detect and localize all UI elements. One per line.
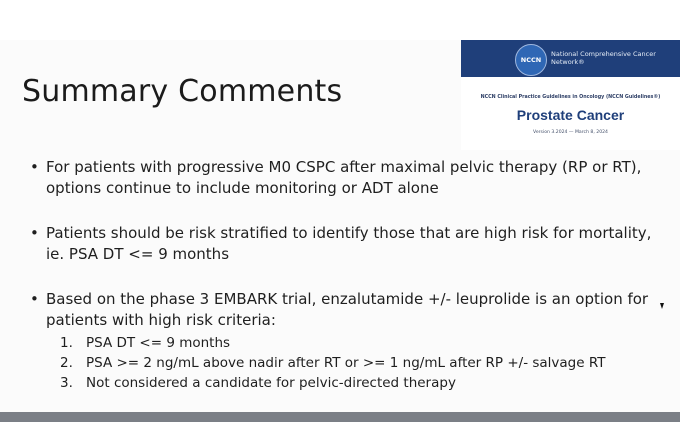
bullet-text: Based on the phase 3 EMBARK trial, enzalutamide +/- leuprolide is an option for patients with high risk criteria:	[46, 290, 649, 329]
bottom-band	[0, 412, 680, 422]
nccn-org-name: National Comprehensive Cancer Network®	[551, 50, 656, 66]
bullet-text: Patients should be risk stratified to identify those that are high risk for mortality, ie. PSA DT <= 9 months	[46, 224, 652, 263]
criteria-list	[60, 333, 664, 393]
criteria-text: PSA DT <= 9 months	[86, 335, 231, 351]
criteria-item	[60, 333, 664, 353]
bullet-dot-icon: •	[30, 290, 39, 308]
bullet-item	[28, 223, 664, 265]
bullet-item	[28, 157, 664, 199]
bullet-text: For patients with progressive M0 CSPC after maximal pelvic therapy (RP or RT), options continue to include monitoring or ADT alone	[46, 158, 642, 197]
nccn-header-panel	[461, 40, 680, 150]
mouse-cursor-icon	[660, 303, 664, 309]
nccn-guidelines-line: NCCN Clinical Practice Guidelines in Oncology (NCCN Guidelines®)	[480, 95, 661, 100]
nccn-banner	[461, 40, 680, 77]
bullet-item	[28, 289, 664, 393]
criteria-number: 2.	[60, 355, 73, 371]
nccn-logo-icon: NCCN	[515, 44, 547, 76]
criteria-number: 3.	[60, 375, 73, 391]
criteria-item	[60, 373, 664, 393]
nccn-version-line: Version 3.2024 — March 8, 2024	[533, 130, 608, 135]
criteria-item	[60, 353, 664, 373]
nccn-cancer-type: Prostate Cancer	[516, 107, 625, 123]
top-band	[0, 0, 680, 40]
criteria-text: PSA >= 2 ng/mL above nadir after RT or >= 1 ng/mL after RP +/- salvage RT	[86, 355, 606, 371]
summary-bullet-list	[28, 157, 668, 393]
criteria-number: 1.	[60, 335, 73, 351]
bullet-dot-icon: •	[30, 224, 39, 242]
criteria-text: Not considered a candidate for pelvic-directed therapy	[86, 375, 456, 391]
bullet-dot-icon: •	[30, 158, 39, 176]
slide-title: Summary Comments	[22, 74, 343, 109]
